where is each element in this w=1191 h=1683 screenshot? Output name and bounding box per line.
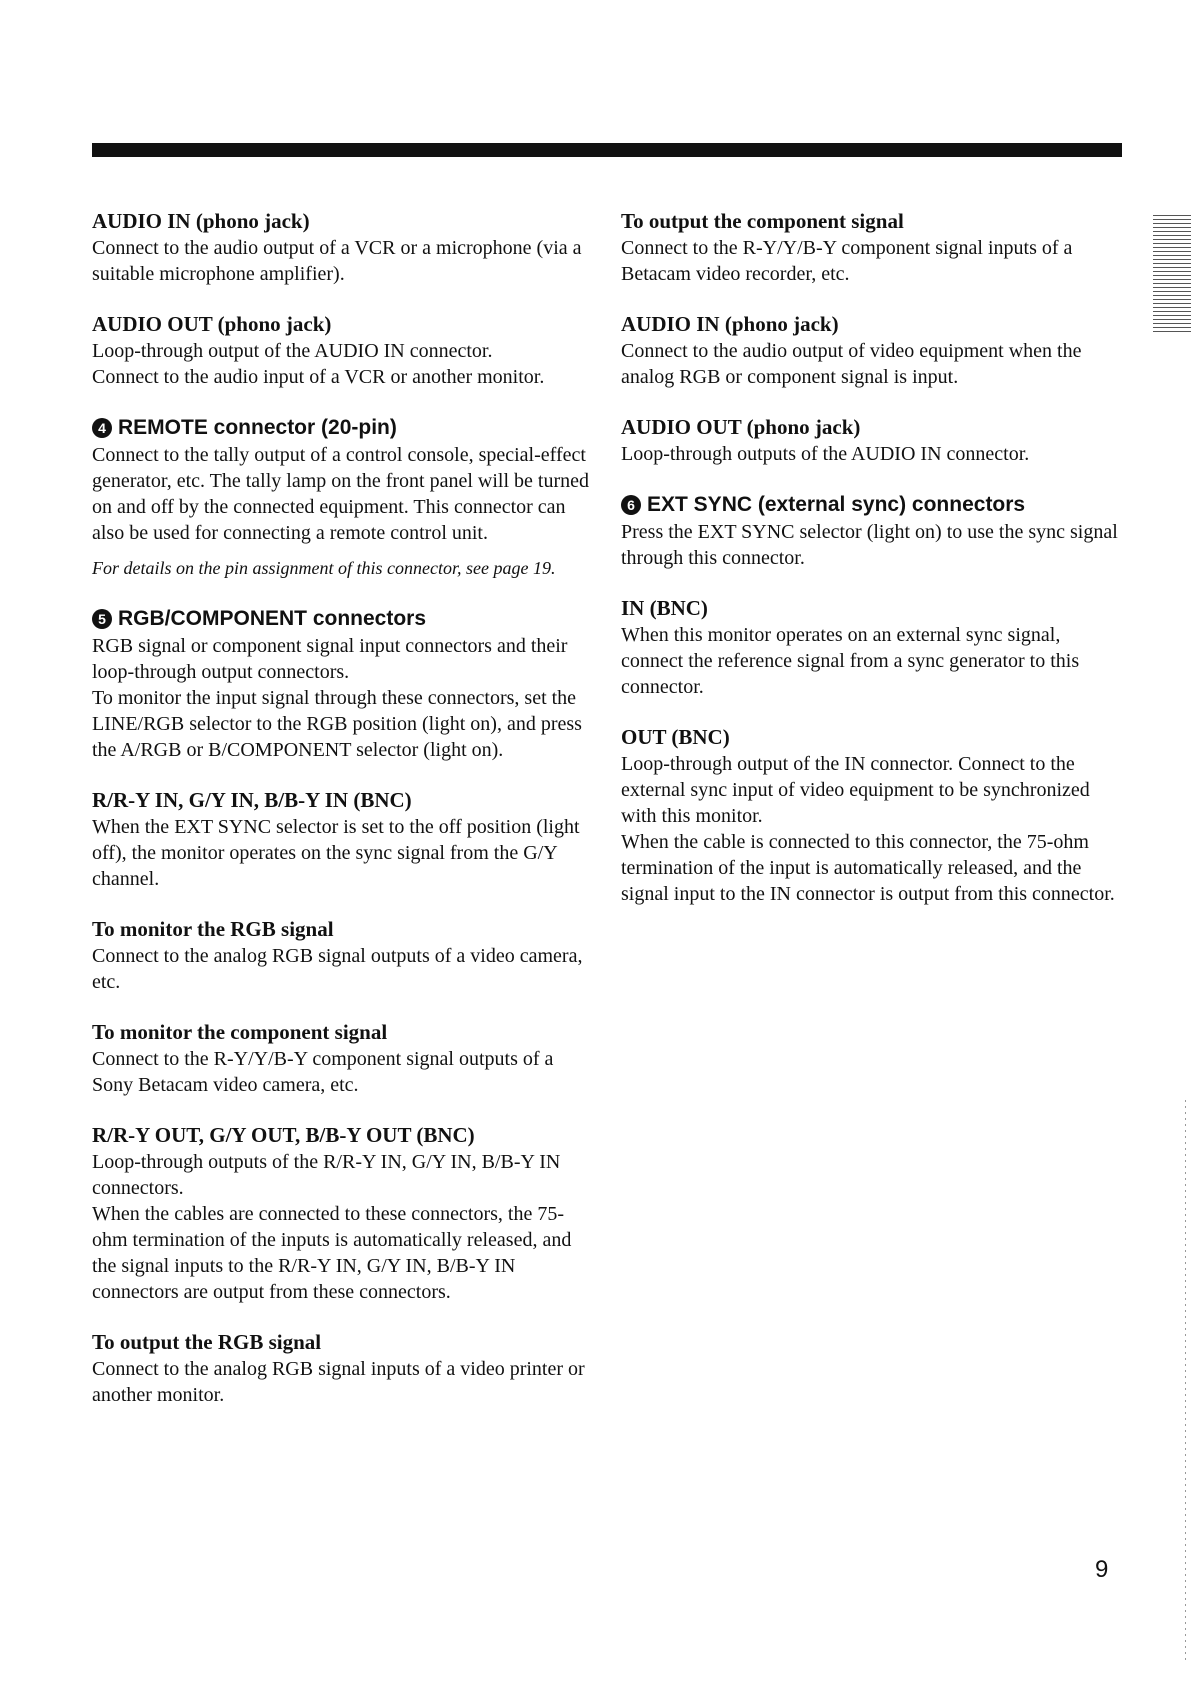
page-edge-mark [1185, 1100, 1186, 1660]
section-text: Connect to the R-Y/Y/B-Y component signal inputs of a Betacam video recorder, etc. [621, 237, 1073, 285]
section-heading: IN (BNC) [621, 596, 708, 620]
section-heading: AUDIO IN (phono jack) [621, 312, 839, 336]
section-audio-out-right [621, 414, 1121, 467]
section-monitor-component [92, 1019, 594, 1098]
section-text: Connect to the tally output of a control console, special-effect generator, etc. The tally lamp on the front panel will be turned on and off by the connected equipment. This connector can also be used for connecting a remote control unit. [92, 444, 589, 544]
section-text: RGB signal or component signal input connectors and their loop-through output connectors. [92, 635, 568, 683]
item-number-6-icon: 6 [621, 495, 641, 515]
section-heading: To output the RGB signal [92, 1330, 322, 1354]
section-text: Loop-through outputs of the R/R-Y IN, G/Y IN, B/B-Y IN connectors. [92, 1151, 561, 1199]
section-heading: AUDIO OUT (phono jack) [92, 312, 332, 336]
header-rule [92, 143, 1122, 157]
thumb-index-tab [1153, 215, 1191, 335]
section-text: Loop-through output of the AUDIO IN connector. [92, 340, 493, 362]
section-text: Press the EXT SYNC selector (light on) to use the sync signal through this connector. [621, 521, 1118, 569]
section-heading [621, 491, 1121, 519]
heading-label: RGB/COMPONENT connectors [118, 607, 427, 630]
section-text: When the cables are connected to these connectors, the 75-ohm termination of the inputs is automatically released, and the signal inputs to the R/R-Y IN, G/Y IN, B/B-Y IN connectors are output from these connectors. [92, 1203, 572, 1303]
section-output-component [621, 208, 1121, 287]
section-text: Connect to the audio input of a VCR or another monitor. [92, 366, 545, 388]
section-heading: AUDIO OUT (phono jack) [621, 415, 861, 439]
section-output-rgb [92, 1329, 594, 1408]
section-audio-out [92, 311, 594, 390]
left-column [92, 208, 594, 1432]
item-number-4-icon: 4 [92, 418, 112, 438]
section-ext-sync [621, 491, 1121, 571]
section-text: When the EXT SYNC selector is set to the off position (light off), the monitor operates on the sync signal from the G/Y channel. [92, 816, 580, 890]
page-number: 9 [1095, 1556, 1109, 1583]
section-heading: R/R-Y IN, G/Y IN, B/B-Y IN (BNC) [92, 788, 412, 812]
section-rgb-out [92, 1122, 594, 1305]
section-text: When the cable is connected to this connector, the 75-ohm termination of the input is automatically released, and the signal input to the IN connector is output from this connector. [621, 831, 1115, 905]
section-rgb-in [92, 787, 594, 892]
section-monitor-rgb [92, 916, 594, 995]
section-text: Connect to the analog RGB signal inputs of a video printer or another monitor. [92, 1358, 585, 1406]
right-column [621, 208, 1121, 931]
section-heading: To output the component signal [621, 209, 904, 233]
section-heading: To monitor the component signal [92, 1020, 388, 1044]
section-heading: To monitor the RGB signal [92, 917, 334, 941]
section-text: Connect to the audio output of video equipment when the analog RGB or component signal is input. [621, 340, 1082, 388]
section-text: Connect to the R-Y/Y/B-Y component signal outputs of a Sony Betacam video camera, etc. [92, 1048, 554, 1096]
section-text: Loop-through outputs of the AUDIO IN connector. [621, 443, 1030, 465]
section-audio-in [92, 208, 594, 287]
section-rgb-component [92, 605, 594, 763]
item-number-5-icon: 5 [92, 609, 112, 629]
section-heading: AUDIO IN (phono jack) [92, 209, 310, 233]
section-heading [92, 414, 594, 442]
note-text: For details on the pin assignment of this connector, see page 19. [92, 558, 556, 578]
section-audio-in-right [621, 311, 1121, 390]
heading-label: REMOTE connector (20-pin) [118, 416, 397, 439]
heading-label: EXT SYNC (external sync) connectors [647, 493, 1026, 516]
section-heading: R/R-Y OUT, G/Y OUT, B/B-Y OUT (BNC) [92, 1123, 475, 1147]
section-text: To monitor the input signal through these connectors, set the LINE/RGB selector to the RGB position (light on), and press the A/RGB or B/COMPONENT selector (light on). [92, 687, 582, 761]
section-out-bnc [621, 724, 1121, 907]
section-text: Connect to the audio output of a VCR or a microphone (via a suitable microphone amplifier). [92, 237, 582, 285]
section-heading: OUT (BNC) [621, 725, 730, 749]
section-in-bnc [621, 595, 1121, 700]
section-remote [92, 414, 594, 581]
section-text: When this monitor operates on an external sync signal, connect the reference signal from a sync generator to this connector. [621, 624, 1080, 698]
section-text: Connect to the analog RGB signal outputs of a video camera, etc. [92, 945, 583, 993]
section-text: Loop-through output of the IN connector. Connect to the external sync input of video equipment to be synchronized with this monitor. [621, 753, 1090, 827]
section-heading [92, 605, 594, 633]
